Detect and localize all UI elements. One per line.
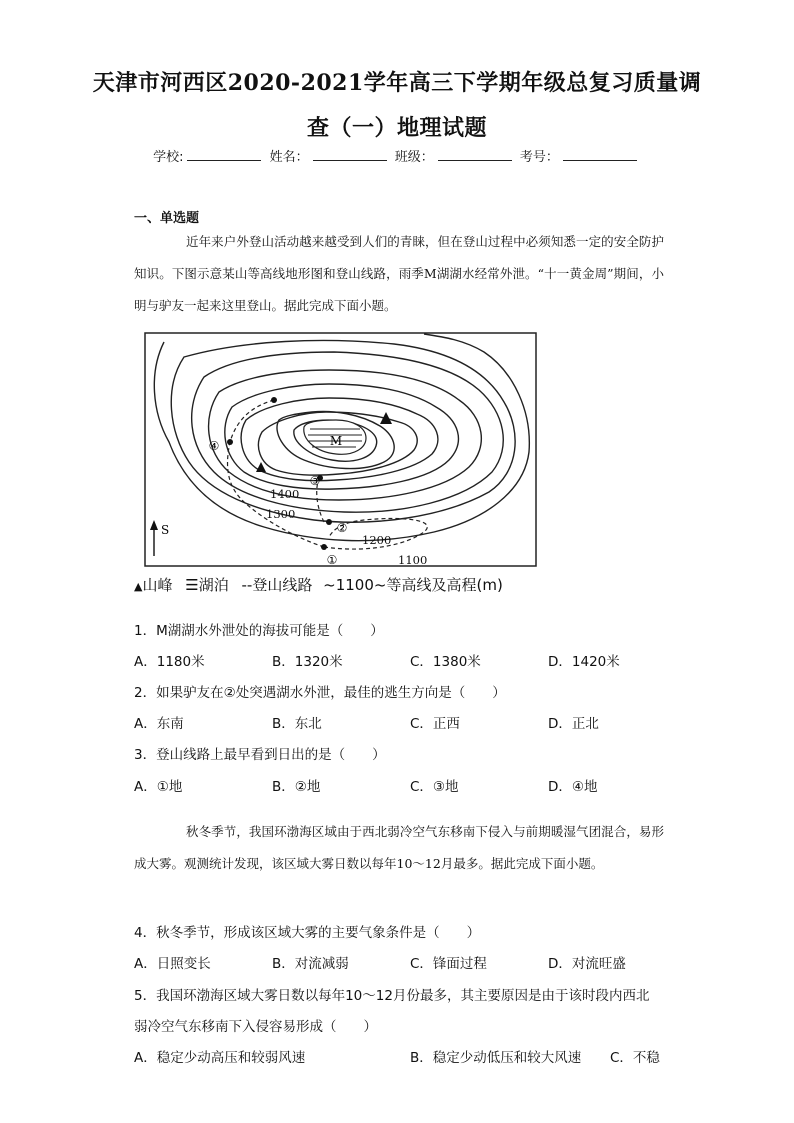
option-4a[interactable]: A．日照变长 [134,956,211,972]
point-2-dot [326,519,332,525]
legend-contour: 等高线及高程(m) [386,576,503,594]
section-heading: 一、单选题 [134,211,200,226]
name-label: 姓名： [269,150,309,165]
point-4-label: ④ [208,439,220,453]
lake-legend-icon: ☰ [185,576,199,594]
legend-lake: 湖泊 [198,576,229,594]
peak-legend-icon: ▲ [134,580,143,593]
option-3d[interactable]: D．④地 [548,779,598,795]
option-2b[interactable]: B．东北 [272,716,322,732]
contour-label-1100: 1100 [398,553,428,567]
option-3a[interactable]: A．①地 [134,779,183,795]
point-3-label: ③ [309,474,321,488]
student-info-row [0,146,794,165]
question-4: 4．秋冬季节，形成该区域大雾的主要气象条件是（ ） [134,925,481,941]
option-4c[interactable]: C．锋面过程 [410,956,487,972]
route-legend-icon: -- [241,576,253,594]
option-5c[interactable]: C．不稳 [610,1050,660,1066]
question-5-line2: 弱冷空气东移南下入侵容易形成（ ） [134,1019,377,1035]
point-1-dot [321,544,327,550]
legend-contour-value: 1100 [335,576,374,594]
point-1-label: ① [326,553,338,567]
point-2-label: ② [336,521,348,535]
question-3: 3．登山线路上最早看到日出的是（ ） [134,747,386,763]
option-1d[interactable]: D．1420米 [548,654,620,670]
option-3c[interactable]: C．③地 [410,779,459,795]
class-label: 班级： [394,150,434,165]
legend-route: 登山线路 [252,576,313,594]
option-5a[interactable]: A．稳定少动高压和较弱风速 [134,1050,306,1066]
school-label: 学校: [153,150,184,165]
point-top-dot [271,397,277,403]
number-blank[interactable] [563,148,637,161]
contour-label-1200: 1200 [362,533,392,547]
number-label: 考号： [519,150,559,165]
option-1c[interactable]: C．1380米 [410,654,481,670]
contour-map [144,332,538,568]
question-1: 1．M湖湖水外泄处的海拔可能是（ ） [134,623,384,639]
contour-label-1400: 1400 [270,487,300,501]
option-4b[interactable]: B．对流减弱 [272,956,349,972]
page-title-line2: 查（一）地理试题 [306,115,487,141]
name-blank[interactable] [313,148,387,161]
question-5: 5．我国环渤海区域大雾日数以每年10～12月份最多，其主要原因是由于该时段内西北 [134,988,650,1004]
legend-peak: 山峰 [142,576,173,594]
option-1a[interactable]: A．1180米 [134,654,205,670]
passage-1: 近年来户外登山活动越来越受到人们的青睐，但在登山过程中必须知悉一定的安全防护知识。下图示意某山等高线地形图和登山线路，雨季M湖湖水经常外泄。“十一黄金周”期间，小明与驴友一起来这里登山。据此完成下面小题。 [134,234,664,313]
passage-2: 秋冬季节，我国环渤海区域由于西北弱冷空气东移南下侵入与前期暖湿气团混合，易形成大雾。观测统计发现，该区域大雾日数以每年10～12月最多。据此完成下面小题。 [134,824,664,871]
school-blank[interactable] [187,148,261,161]
map-legend: ▲山峰 ☰湖泊 --登山线路 ~1100~等高线及高程(m) [134,576,503,594]
option-4d[interactable]: D．对流旺盛 [548,956,626,972]
lake-label: M [329,434,343,448]
north-label: S [161,523,170,537]
option-3b[interactable]: B．②地 [272,779,321,795]
option-2a[interactable]: A．东南 [134,716,184,732]
option-2d[interactable]: D．正北 [548,716,599,732]
option-1b[interactable]: B．1320米 [272,654,343,670]
contour-label-1300: 1300 [266,507,296,521]
class-blank[interactable] [438,148,512,161]
option-2c[interactable]: C．正西 [410,716,460,732]
question-2: 2．如果驴友在②处突遇湖水外泄，最佳的逃生方向是（ ） [134,685,506,701]
contour-legend-icon: ~ [323,576,336,594]
page-title: 天津市河西区2020-2021学年高三下学期年级总复习质量调 [92,70,702,96]
point-4-dot [227,439,233,445]
option-5b[interactable]: B．稳定少动低压和较大风速 [410,1050,582,1066]
